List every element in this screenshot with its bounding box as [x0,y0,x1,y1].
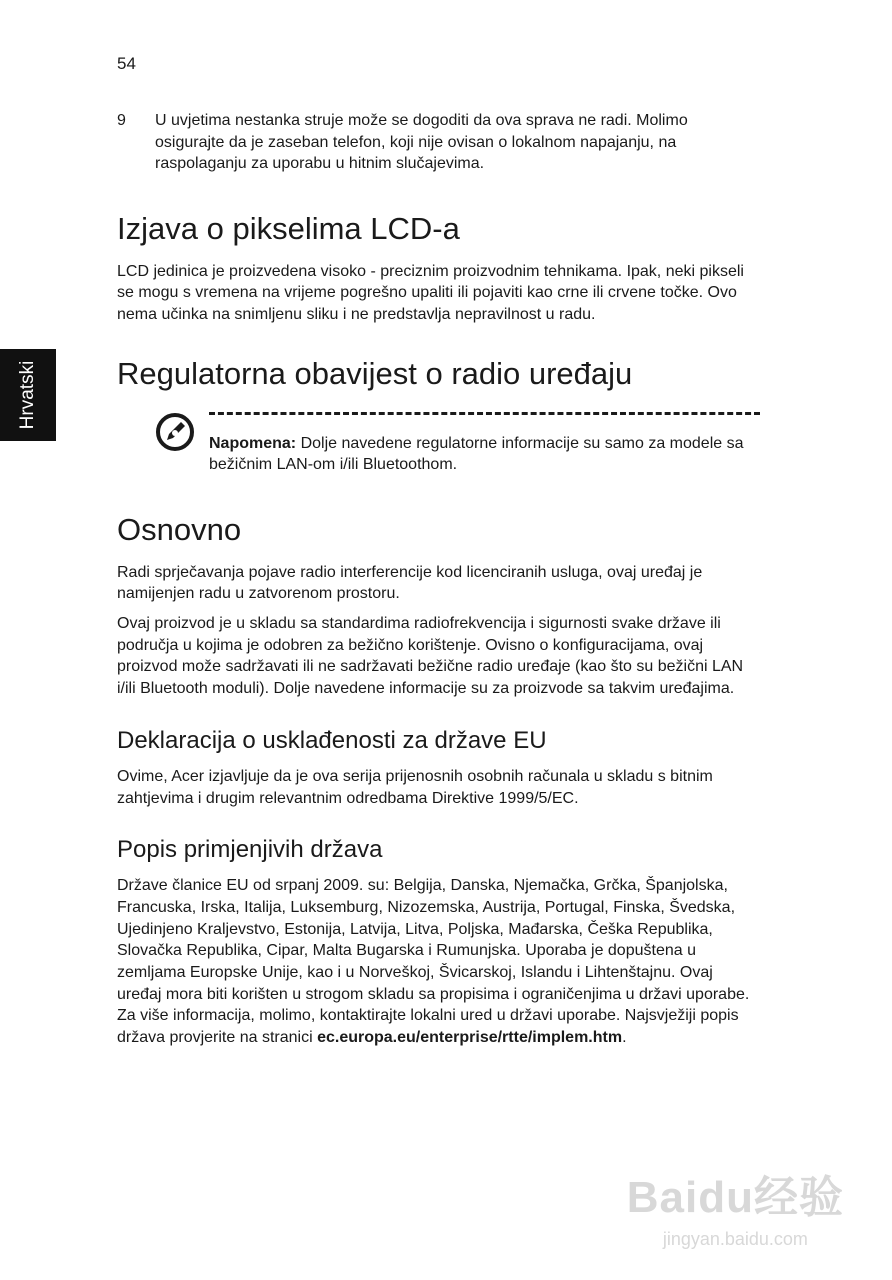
basic-paragraph-2: Ovaj proizvod je u skladu sa standardima radiofrekvencija i sigurnosti svake države ili područja u kojima je odobren za bežično korištenje. Ovisno o konfiguracijama, ovaj proizvod može sadržavati ili ne sadržavati bežične radio uređaje (kao što su bežični LAN i/ili Bluetooth moduli). Dolje navedene informacije su za proizvode sa takvim uređajima. [117,615,744,698]
basic-paragraph-1: Radi sprječavanja pojave radio interferencije kod licenciranih usluga, ovaj uređaj je namijenjen radu u zatvorenom prostoru. [117,563,703,603]
watermark-url: jingyan.baidu.com [662,1229,808,1249]
countries-end: . [622,1029,627,1047]
lcd-paragraph: LCD jedinica je proizvedena visoko - preciznim proizvodnim tehnikama. Ipak, neki pikseli se mogu s vremena na vrijeme pogrešno upaliti ili pojaviti kao crne ili crvene točke. Ovo nema učinka na snimljenu sliku i ne predstavlja nepravilnost u radu. [117,262,744,323]
note-divider [209,412,760,415]
countries-heading: Popis primjenjivih država [117,836,383,864]
note-label: Napomena: [209,434,297,452]
countries-paragraph [117,875,760,1049]
countries-link[interactable]: ec.europa.eu/enterprise/rtte/implem.htm [317,1029,623,1047]
language-side-tab [0,349,56,441]
basic-heading: Osnovno [117,511,242,547]
lcd-heading: Izjava o pikselima LCD-a [117,210,460,246]
page-number: 54 [117,54,136,73]
eu-declaration-paragraph: Ovime, Acer izjavljuje da je ova serija prijenosnih osobnih računala u skladu s bitnim zahtjevima i drugim relevantnim odredbama Direktive 1999/5/EC. [117,767,713,807]
page-content [117,110,760,1057]
watermark [627,1161,844,1250]
eu-declaration-heading: Deklaracija o usklađenosti za države EU [117,726,547,754]
side-tab-label: Hrvatski [17,360,38,430]
note-box [117,412,760,476]
countries-text: Države članice EU od srpanj 2009. su: Belgija, Danska, Njemačka, Grčka, Španjolska, Francuska, Irska, Italija, Luksemburg, Nizozemska, Austrija, Portugal, Finska, Švedska, Ujedinjeno Kraljevstvo, Estonija, Latvija, Litva, Poljska, Mađarska, Češka Republika, Slovačka Republika, Cipar, Malta Bugarska i Rumunjska. Uporaba je dopuštena u zemljama Europske Unije, kao i u Norveškoj, Švicarskoj, Islandu i Lihtenštajnu. Ovaj uređaj mora biti korišten u strogom skladu sa propisima i ograničenjima u državi uporabe. Za više informacija, molimo, kontaktirajte lokalni ured u državi uporabe. Najsvježiji popis država provjerite na stranici [117,877,750,1047]
item-text: U uvjetima nestanka struje može se dogoditi da ova sprava ne radi. Molimo osigurajte da je zaseban telefon, koji nije ovisan o lokalnom napajanju, na raspolaganju za uporabu u hitnim slučajevima. [155,112,688,172]
watermark-logo: Baidu经验 [626,1173,844,1222]
note-pencil-icon [155,412,195,452]
note-body: Dolje navedene regulatorne informacije su samo za modele sa bežičnim LAN-om i/ili Bluetoothom. [209,434,744,474]
radio-heading: Regulatorna obavijest o radio uređaju [117,355,633,391]
numbered-item [117,110,760,175]
note-text [209,433,760,476]
item-number: 9 [117,112,126,129]
